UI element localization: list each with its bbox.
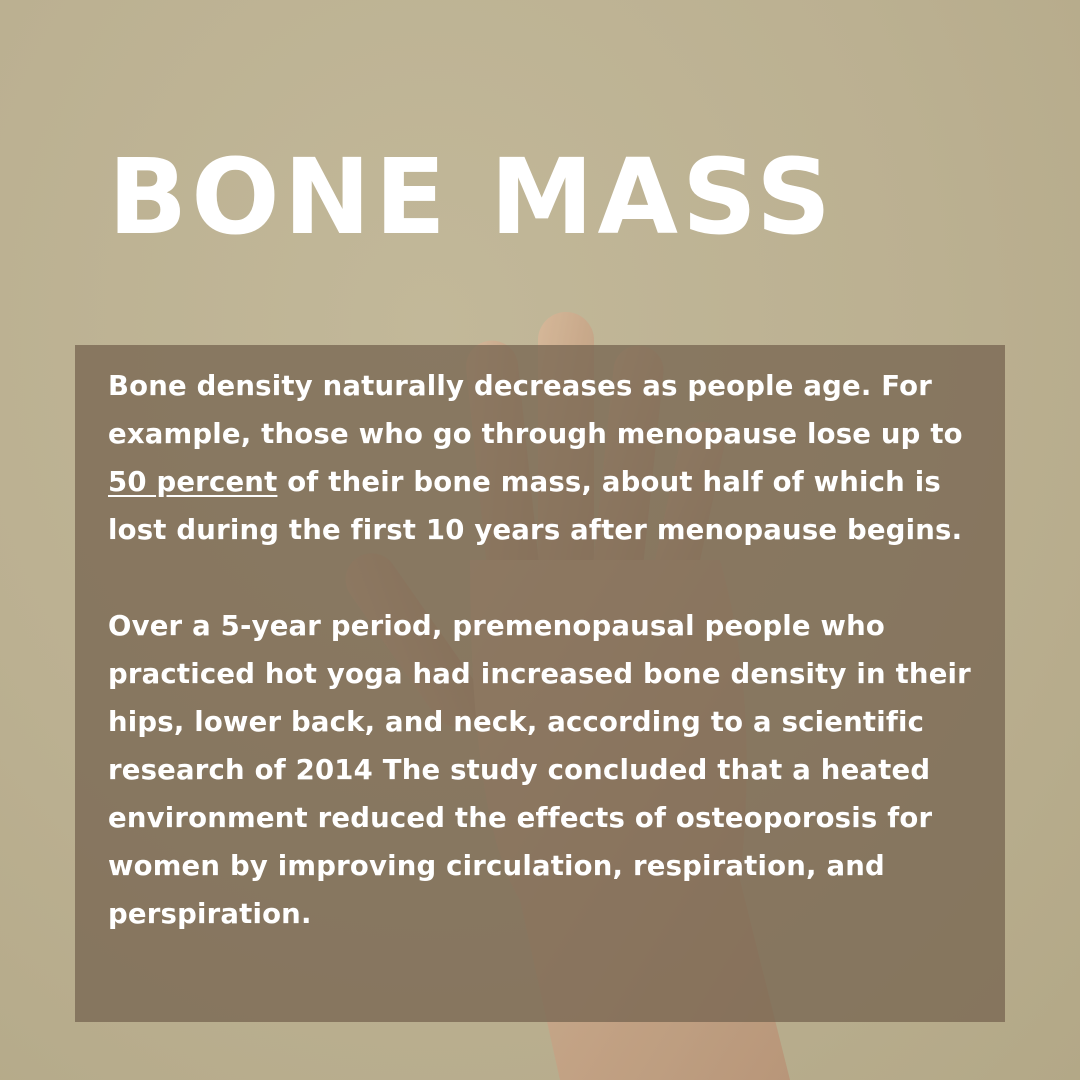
paragraph-hot-yoga-study: Over a 5-year period, premenopausal people who practiced hot yoga had increased bone density in their hips, lower back, and neck, according to a scientific research of 2014 The study concluded that a heated environment reduced the effects of osteoporosis for women by improving circulation, respiration, and perspiration. [108,610,971,930]
paragraph-menopause-tail: of their bone mass, about half of which is lost during the first 10 years after menopause begins. [108,466,963,546]
paragraph-menopause-lead: Bone density naturally decreases as people age. For example, those who go through menopause lose up to [108,370,963,450]
paragraph-menopause [108,362,988,554]
body-text [108,362,988,938]
fifty-percent-link[interactable]: 50 percent [108,466,278,498]
page-title: BONE MASS [108,136,836,258]
